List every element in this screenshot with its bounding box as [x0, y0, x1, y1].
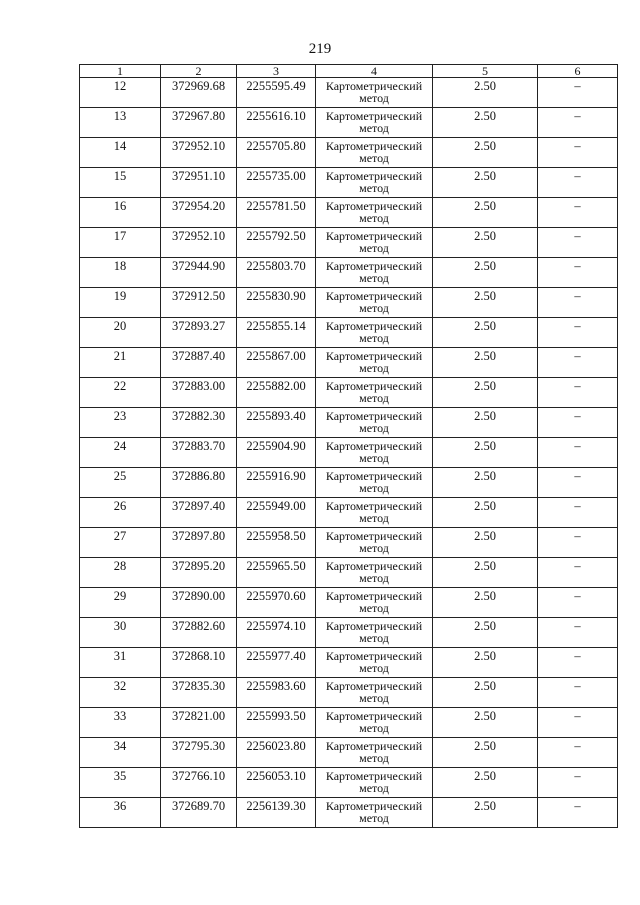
y-coordinate-cell: 2255882.00 [237, 378, 316, 408]
table-row [80, 258, 618, 288]
accuracy-cell: 2.50 [433, 498, 538, 528]
x-coordinate-cell: 372897.40 [161, 498, 237, 528]
accuracy-cell: 2.50 [433, 768, 538, 798]
method-cell [316, 318, 433, 348]
accuracy-cell: 2.50 [433, 228, 538, 258]
x-coordinate-cell: 372689.70 [161, 798, 237, 828]
method-cell [316, 438, 433, 468]
method-line-1: Картометрический [325, 259, 423, 273]
method-line-2: метод [359, 241, 389, 255]
method-line-1: Картометрический [325, 139, 423, 153]
y-coordinate-cell: 2255983.60 [237, 678, 316, 708]
note-cell: – [538, 258, 618, 288]
method-line-2: метод [359, 121, 389, 135]
accuracy-cell: 2.50 [433, 678, 538, 708]
method-line-1: Картометрический [325, 199, 423, 213]
accuracy-cell: 2.50 [433, 78, 538, 108]
note-cell: – [538, 468, 618, 498]
y-coordinate-cell: 2255616.10 [237, 108, 316, 138]
method-line-2: метод [359, 721, 389, 735]
method-cell [316, 558, 433, 588]
point-number-cell: 28 [80, 558, 161, 588]
accuracy-cell: 2.50 [433, 348, 538, 378]
method-cell [316, 78, 433, 108]
note-cell: – [538, 678, 618, 708]
point-number-cell: 32 [80, 678, 161, 708]
table-row [80, 378, 618, 408]
accuracy-cell: 2.50 [433, 618, 538, 648]
point-number-cell: 24 [80, 438, 161, 468]
x-coordinate-cell: 372868.10 [161, 648, 237, 678]
method-cell [316, 198, 433, 228]
x-coordinate-cell: 372893.27 [161, 318, 237, 348]
table-row [80, 438, 618, 468]
y-coordinate-cell: 2256023.80 [237, 738, 316, 768]
table-row [80, 618, 618, 648]
note-cell: – [538, 198, 618, 228]
method-line-2: метод [359, 361, 389, 375]
method-line-1: Картометрический [325, 649, 423, 663]
method-cell [316, 348, 433, 378]
table-row [80, 288, 618, 318]
x-coordinate-cell: 372882.30 [161, 408, 237, 438]
method-line-2: метод [359, 211, 389, 225]
table-row [80, 738, 618, 768]
x-coordinate-cell: 372912.50 [161, 288, 237, 318]
method-cell [316, 528, 433, 558]
y-coordinate-cell: 2255974.10 [237, 618, 316, 648]
y-coordinate-cell: 2255867.00 [237, 348, 316, 378]
accuracy-cell: 2.50 [433, 198, 538, 228]
x-coordinate-cell: 372952.10 [161, 228, 237, 258]
point-number-cell: 15 [80, 168, 161, 198]
coordinates-table [79, 64, 618, 828]
column-header: 1 [80, 65, 161, 78]
table-row [80, 78, 618, 108]
y-coordinate-cell: 2255977.40 [237, 648, 316, 678]
y-coordinate-cell: 2255803.70 [237, 258, 316, 288]
method-cell [316, 588, 433, 618]
note-cell: – [538, 378, 618, 408]
point-number-cell: 13 [80, 108, 161, 138]
method-line-2: метод [359, 541, 389, 555]
point-number-cell: 19 [80, 288, 161, 318]
note-cell: – [538, 138, 618, 168]
accuracy-cell: 2.50 [433, 378, 538, 408]
method-line-1: Картометрический [325, 679, 423, 693]
table-row [80, 798, 618, 828]
method-line-1: Картометрический [325, 79, 423, 93]
accuracy-cell: 2.50 [433, 438, 538, 468]
method-line-1: Картометрический [325, 499, 423, 513]
column-header: 4 [316, 65, 433, 78]
accuracy-cell: 2.50 [433, 708, 538, 738]
column-header: 2 [161, 65, 237, 78]
point-number-cell: 34 [80, 738, 161, 768]
point-number-cell: 23 [80, 408, 161, 438]
table-row [80, 108, 618, 138]
method-cell [316, 138, 433, 168]
note-cell: – [538, 618, 618, 648]
table-row [80, 198, 618, 228]
table-row [80, 768, 618, 798]
y-coordinate-cell: 2255970.60 [237, 588, 316, 618]
table-row [80, 678, 618, 708]
x-coordinate-cell: 372954.20 [161, 198, 237, 228]
accuracy-cell: 2.50 [433, 468, 538, 498]
note-cell: – [538, 78, 618, 108]
table-row [80, 168, 618, 198]
y-coordinate-cell: 2255792.50 [237, 228, 316, 258]
point-number-cell: 30 [80, 618, 161, 648]
x-coordinate-cell: 372944.90 [161, 258, 237, 288]
method-line-1: Картометрический [325, 229, 423, 243]
accuracy-cell: 2.50 [433, 408, 538, 438]
x-coordinate-cell: 372890.00 [161, 588, 237, 618]
method-line-2: метод [359, 661, 389, 675]
y-coordinate-cell: 2255735.00 [237, 168, 316, 198]
method-line-2: метод [359, 421, 389, 435]
method-line-2: метод [359, 91, 389, 105]
point-number-cell: 33 [80, 708, 161, 738]
method-line-1: Картометрический [325, 619, 423, 633]
x-coordinate-cell: 372835.30 [161, 678, 237, 708]
y-coordinate-cell: 2256139.30 [237, 798, 316, 828]
x-coordinate-cell: 372821.00 [161, 708, 237, 738]
point-number-cell: 35 [80, 768, 161, 798]
y-coordinate-cell: 2255958.50 [237, 528, 316, 558]
x-coordinate-cell: 372895.20 [161, 558, 237, 588]
table-row [80, 648, 618, 678]
method-cell [316, 708, 433, 738]
method-cell [316, 498, 433, 528]
method-line-2: метод [359, 151, 389, 165]
method-cell [316, 768, 433, 798]
method-line-1: Картометрический [325, 169, 423, 183]
table-row [80, 318, 618, 348]
note-cell: – [538, 228, 618, 258]
point-number-cell: 16 [80, 198, 161, 228]
note-cell: – [538, 108, 618, 138]
point-number-cell: 27 [80, 528, 161, 558]
accuracy-cell: 2.50 [433, 798, 538, 828]
x-coordinate-cell: 372969.68 [161, 78, 237, 108]
accuracy-cell: 2.50 [433, 738, 538, 768]
x-coordinate-cell: 372951.10 [161, 168, 237, 198]
y-coordinate-cell: 2255781.50 [237, 198, 316, 228]
note-cell: – [538, 288, 618, 318]
accuracy-cell: 2.50 [433, 528, 538, 558]
y-coordinate-cell: 2255705.80 [237, 138, 316, 168]
note-cell: – [538, 528, 618, 558]
x-coordinate-cell: 372766.10 [161, 768, 237, 798]
x-coordinate-cell: 372883.00 [161, 378, 237, 408]
method-line-2: метод [359, 571, 389, 585]
y-coordinate-cell: 2255949.00 [237, 498, 316, 528]
table-row [80, 708, 618, 738]
table-row [80, 408, 618, 438]
x-coordinate-cell: 372886.80 [161, 468, 237, 498]
method-line-1: Картометрический [325, 289, 423, 303]
method-cell [316, 468, 433, 498]
method-cell [316, 648, 433, 678]
point-number-cell: 20 [80, 318, 161, 348]
note-cell: – [538, 318, 618, 348]
header-row [80, 65, 618, 78]
method-line-1: Картометрический [325, 589, 423, 603]
method-cell [316, 288, 433, 318]
note-cell: – [538, 408, 618, 438]
point-number-cell: 12 [80, 78, 161, 108]
method-line-1: Картометрический [325, 799, 423, 813]
method-line-1: Картометрический [325, 469, 423, 483]
y-coordinate-cell: 2255855.14 [237, 318, 316, 348]
y-coordinate-cell: 2255904.90 [237, 438, 316, 468]
x-coordinate-cell: 372882.60 [161, 618, 237, 648]
method-line-1: Картометрический [325, 739, 423, 753]
table-row [80, 468, 618, 498]
point-number-cell: 31 [80, 648, 161, 678]
method-cell [316, 108, 433, 138]
method-line-2: метод [359, 751, 389, 765]
page-number: 219 [308, 41, 332, 57]
table-row [80, 228, 618, 258]
method-cell [316, 408, 433, 438]
method-line-1: Картометрический [325, 379, 423, 393]
note-cell: – [538, 648, 618, 678]
x-coordinate-cell: 372795.30 [161, 738, 237, 768]
method-cell [316, 678, 433, 708]
method-line-2: метод [359, 331, 389, 345]
note-cell: – [538, 498, 618, 528]
note-cell: – [538, 588, 618, 618]
method-cell [316, 378, 433, 408]
method-line-2: метод [359, 481, 389, 495]
accuracy-cell: 2.50 [433, 288, 538, 318]
method-line-2: метод [359, 391, 389, 405]
table-row [80, 558, 618, 588]
method-line-2: метод [359, 451, 389, 465]
accuracy-cell: 2.50 [433, 258, 538, 288]
method-line-1: Картометрический [325, 529, 423, 543]
method-line-1: Картометрический [325, 439, 423, 453]
column-header: 3 [237, 65, 316, 78]
accuracy-cell: 2.50 [433, 168, 538, 198]
table-row [80, 348, 618, 378]
x-coordinate-cell: 372897.80 [161, 528, 237, 558]
table-row [80, 138, 618, 168]
method-line-1: Картометрический [325, 559, 423, 573]
note-cell: – [538, 798, 618, 828]
method-line-1: Картометрический [325, 109, 423, 123]
x-coordinate-cell: 372887.40 [161, 348, 237, 378]
method-line-1: Картометрический [325, 319, 423, 333]
accuracy-cell: 2.50 [433, 558, 538, 588]
y-coordinate-cell: 2256053.10 [237, 768, 316, 798]
point-number-cell: 26 [80, 498, 161, 528]
method-line-2: метод [359, 511, 389, 525]
note-cell: – [538, 708, 618, 738]
table-row [80, 528, 618, 558]
method-line-1: Картометрический [325, 709, 423, 723]
y-coordinate-cell: 2255595.49 [237, 78, 316, 108]
point-number-cell: 22 [80, 378, 161, 408]
method-cell [316, 228, 433, 258]
note-cell: – [538, 438, 618, 468]
point-number-cell: 25 [80, 468, 161, 498]
y-coordinate-cell: 2255893.40 [237, 408, 316, 438]
table-row [80, 588, 618, 618]
point-number-cell: 17 [80, 228, 161, 258]
method-line-1: Картометрический [325, 409, 423, 423]
method-line-2: метод [359, 301, 389, 315]
method-line-2: метод [359, 811, 389, 825]
method-cell [316, 798, 433, 828]
note-cell: – [538, 168, 618, 198]
point-number-cell: 18 [80, 258, 161, 288]
table-row [80, 498, 618, 528]
accuracy-cell: 2.50 [433, 588, 538, 618]
x-coordinate-cell: 372967.80 [161, 108, 237, 138]
point-number-cell: 29 [80, 588, 161, 618]
method-line-2: метод [359, 271, 389, 285]
point-number-cell: 21 [80, 348, 161, 378]
column-header: 5 [433, 65, 538, 78]
method-line-1: Картометрический [325, 769, 423, 783]
y-coordinate-cell: 2255993.50 [237, 708, 316, 738]
method-line-2: метод [359, 181, 389, 195]
method-line-2: метод [359, 601, 389, 615]
note-cell: – [538, 768, 618, 798]
accuracy-cell: 2.50 [433, 648, 538, 678]
point-number-cell: 14 [80, 138, 161, 168]
x-coordinate-cell: 372952.10 [161, 138, 237, 168]
method-line-2: метод [359, 631, 389, 645]
point-number-cell: 36 [80, 798, 161, 828]
accuracy-cell: 2.50 [433, 318, 538, 348]
method-cell [316, 738, 433, 768]
table-body [80, 78, 618, 828]
column-header: 6 [538, 65, 618, 78]
method-cell [316, 168, 433, 198]
y-coordinate-cell: 2255916.90 [237, 468, 316, 498]
accuracy-cell: 2.50 [433, 108, 538, 138]
method-cell [316, 618, 433, 648]
note-cell: – [538, 558, 618, 588]
method-line-2: метод [359, 691, 389, 705]
note-cell: – [538, 738, 618, 768]
y-coordinate-cell: 2255965.50 [237, 558, 316, 588]
method-line-1: Картометрический [325, 349, 423, 363]
x-coordinate-cell: 372883.70 [161, 438, 237, 468]
method-cell [316, 258, 433, 288]
note-cell: – [538, 348, 618, 378]
y-coordinate-cell: 2255830.90 [237, 288, 316, 318]
accuracy-cell: 2.50 [433, 138, 538, 168]
method-line-2: метод [359, 781, 389, 795]
